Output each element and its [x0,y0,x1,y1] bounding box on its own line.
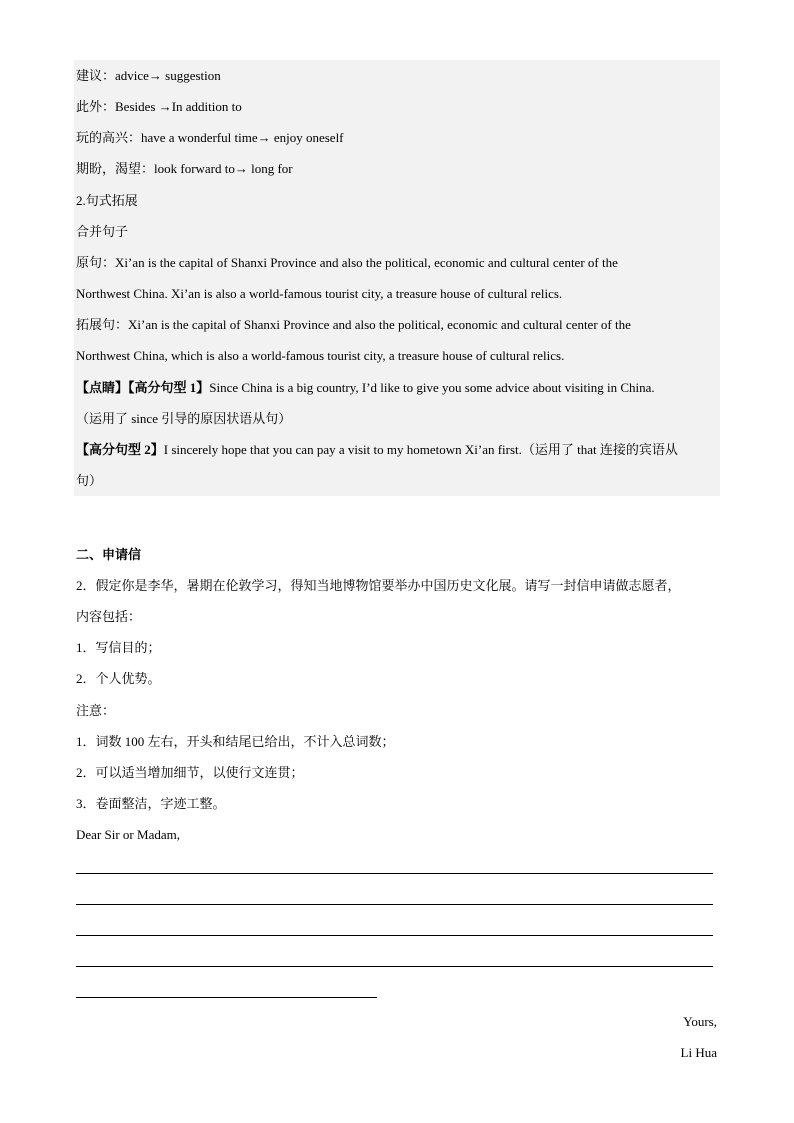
high-score-pattern-1: 【点睛】【高分句型 1】Since China is a big country, I’d like to give you some advice about visiting in China. [76,380,655,395]
letter-closing: Yours, [683,1014,717,1029]
shaded-example-box [74,60,720,496]
high-score-pattern-2: 【高分句型 2】I sincerely hope that you can pay a visit to my hometown Xi’an first.（运用了 that 连接的宾语从 [76,442,678,457]
expanded-sentence-line-1: 拓展句：Xi’an is the capital of Shanxi Province and also the political, economic and cultural center of the [76,317,631,332]
content-item-1: 1．写信目的； [76,640,161,655]
vocab-line-1: 建议：advice→ suggestion [76,68,221,83]
task-prompt-line-1: 2．假定你是李华，暑期在伦敦学习，得知当地博物馆要举办中国历史文化展。请写一封信申请做志愿者， [76,578,681,593]
letter-signature: Li Hua [680,1045,717,1060]
pattern-1-note: （运用了 since 引导的原因状语从句） [76,411,292,426]
writing-line-2 [76,904,713,905]
note-1: 1．词数 100 左右，开头和结尾已给出，不计入总词数； [76,734,395,749]
task-prompt-line-2: 内容包括： [76,609,142,624]
vocab-line-4: 期盼，渴望：look forward to→ long for [76,161,293,176]
original-sentence-line-1: 原句：Xi’an is the capital of Shanxi Province and also the political, economic and cultural center of the [76,255,618,270]
notes-label: 注意： [76,703,116,718]
writing-line-3 [76,935,713,936]
merge-sentences-label: 合并句子 [76,224,129,239]
pattern-2-tag: 【高分句型 2】 [76,442,164,457]
note-2: 2．可以适当增加细节，以使行文连贯； [76,765,304,780]
section-heading: 二、申请信 [76,547,142,562]
writing-line-1 [76,873,713,874]
writing-line-5 [76,997,377,998]
original-sentence-line-2: Northwest China. Xi’an is also a world-famous tourist city, a treasure house of cultural relics. [76,286,563,301]
pattern-1-tag: 【点睛】【高分句型 1】 [76,380,210,395]
vocab-line-3: 玩的高兴：have a wonderful time→ enjoy oneself [76,130,344,145]
writing-line-4 [76,966,713,967]
pattern-2-note-end: 句） [76,473,103,488]
note-3: 3．卷面整洁，字迹工整。 [76,796,226,811]
expanded-sentence-line-2: Northwest China, which is also a world-famous tourist city, a treasure house of cultural relics. [76,348,565,363]
sentence-expansion-heading: 2.句式拓展 [76,193,138,208]
vocab-line-2: 此外：Besides →In addition to [76,99,242,114]
letter-salutation: Dear Sir or Madam, [76,827,180,842]
content-item-2: 2．个人优势。 [76,671,161,686]
